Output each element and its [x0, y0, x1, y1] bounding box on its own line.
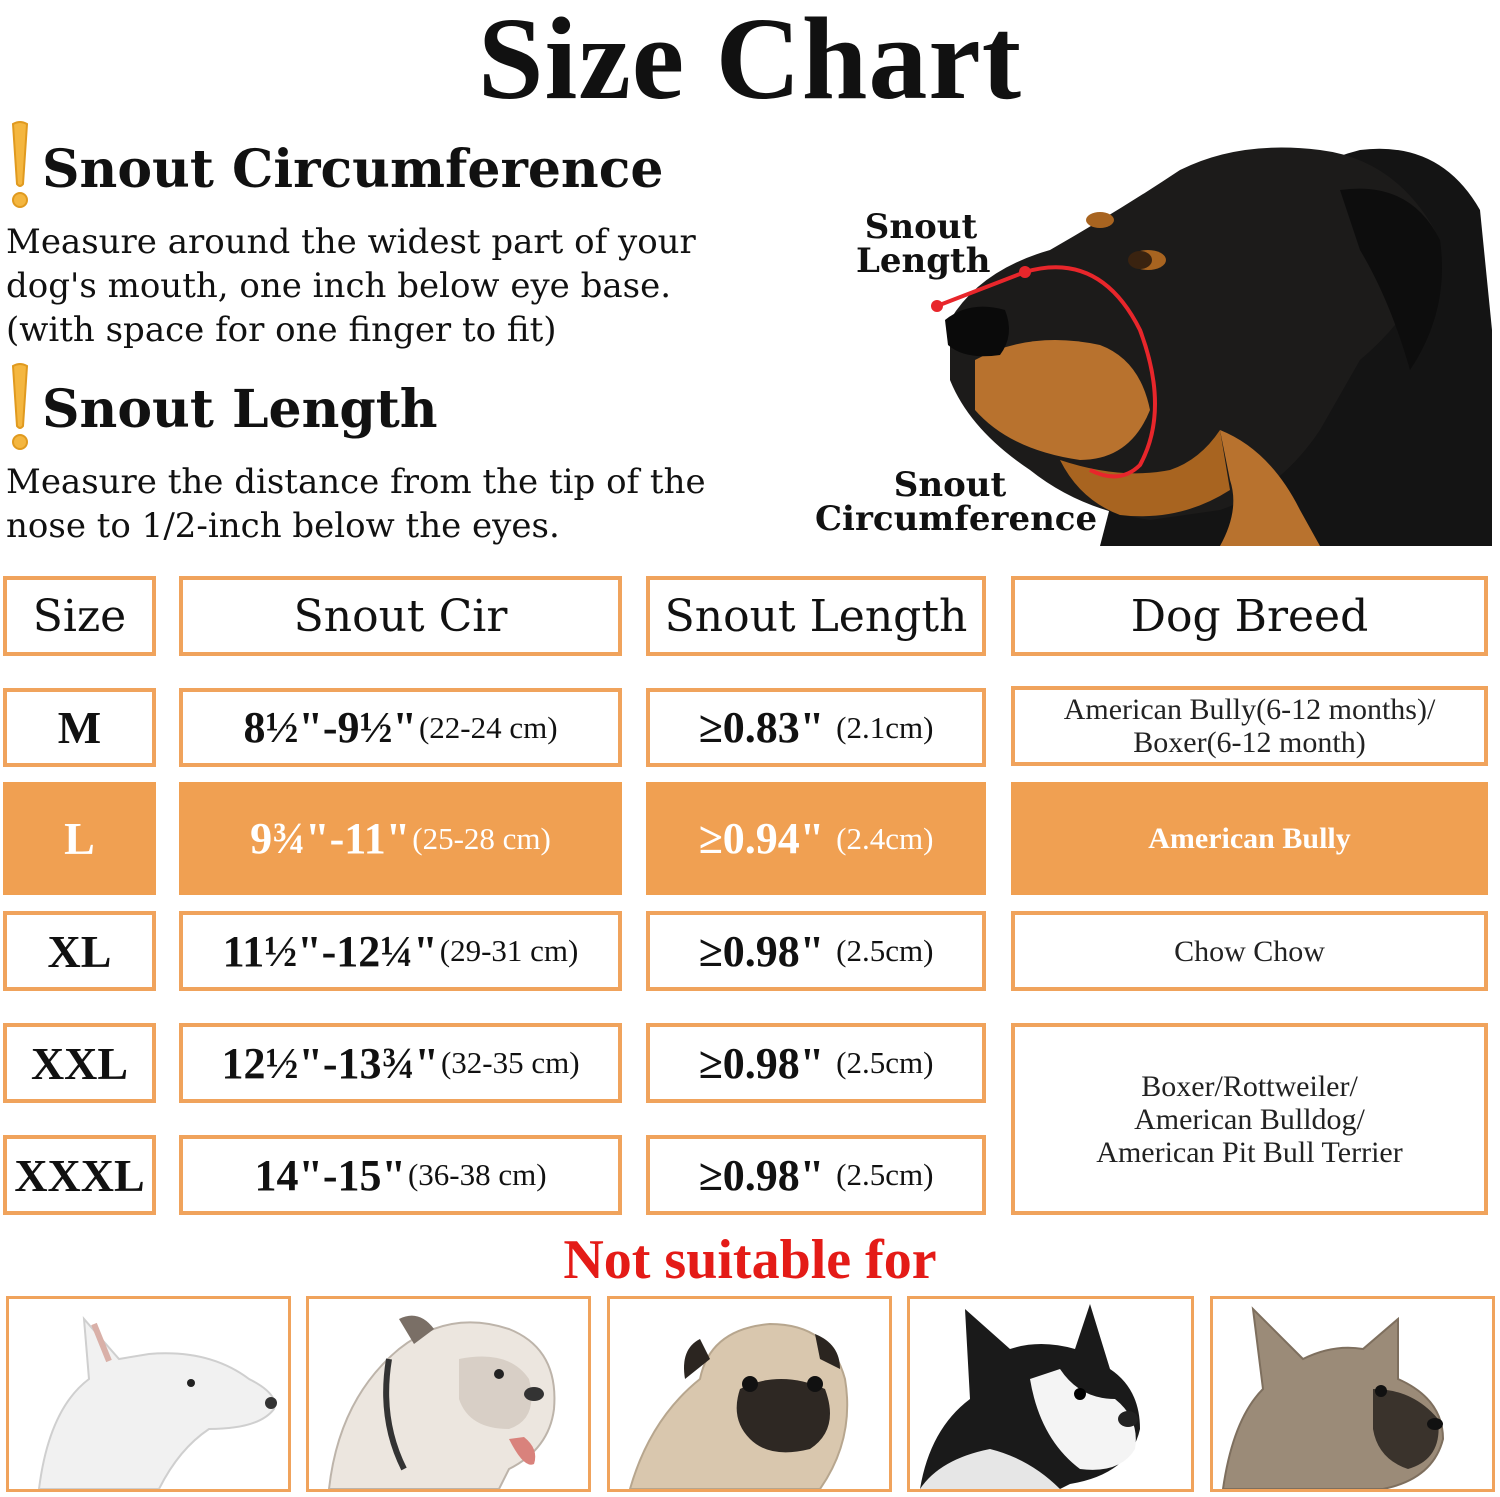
table-row-cir	[179, 782, 622, 895]
page-title: Size Chart	[477, 0, 1023, 124]
breed-line: American Bully(6-12 months)/	[1063, 693, 1436, 726]
french-bulldog-photo	[1210, 1296, 1495, 1492]
exclamation-icon	[6, 120, 34, 210]
breed-line: Chow Chow	[1174, 934, 1325, 968]
breed-cell	[1011, 1023, 1488, 1215]
cir-inches: 8½"-9½"	[243, 703, 417, 752]
table-row-cir	[179, 1135, 622, 1215]
cir-inches: 12½"-13¾"	[221, 1038, 439, 1088]
length-inches: ≥0.94"	[698, 814, 825, 863]
instruction-line: Measure the distance from the tip of the	[6, 462, 706, 502]
breed-cell	[1011, 782, 1488, 895]
header-dog-breed: Dog Breed	[1011, 576, 1488, 656]
breed-line: American Pit Bull Terrier	[1096, 1135, 1403, 1169]
table-row-length	[646, 911, 986, 991]
table-row-size	[3, 1135, 156, 1215]
header-snout-cir: Snout Cir	[179, 576, 622, 656]
breed-line: Boxer(6-12 month)	[1133, 726, 1366, 759]
header-snout-length: Snout Length	[646, 576, 986, 656]
boston-terrier-photo	[907, 1296, 1194, 1492]
length-cm: (2.4cm)	[836, 820, 934, 856]
length-inches: ≥0.98"	[698, 1038, 825, 1088]
size-value: XXXL	[14, 1149, 145, 1201]
instruction-line: Measure around the widest part of your	[6, 222, 696, 262]
length-inches: ≥0.98"	[698, 926, 825, 976]
size-value: L	[64, 813, 95, 864]
label-line: Length	[856, 241, 991, 281]
table-row-length	[646, 1135, 986, 1215]
size-value: M	[57, 702, 102, 753]
label-line: Circumference	[815, 499, 1098, 539]
table-row-size	[3, 688, 156, 767]
breed-cell	[1011, 911, 1488, 991]
length-cm: (2.5cm)	[836, 1045, 934, 1080]
length-cm: (2.5cm)	[836, 933, 934, 968]
bull-terrier-photo	[6, 1296, 291, 1492]
instruction-line: nose to 1/2-inch below the eyes.	[6, 506, 560, 546]
snout-length-label	[856, 207, 991, 281]
circumference-instructions	[6, 220, 696, 352]
cir-cm: (36-38 cm)	[407, 1157, 547, 1192]
table-row-cir	[179, 1023, 622, 1103]
cir-inches: 9¾"-11"	[250, 814, 411, 863]
pug-photo	[607, 1296, 892, 1492]
table-row-length	[646, 688, 986, 767]
table-row-cir	[179, 911, 622, 991]
instruction-line: dog's mouth, one inch below eye base.	[6, 266, 672, 306]
breed-cell	[1011, 686, 1488, 766]
label-line: Snout	[864, 207, 978, 247]
header-size: Size	[3, 576, 156, 656]
table-row-length	[646, 782, 986, 895]
size-value: XXL	[30, 1037, 129, 1089]
cir-cm: (25-28 cm)	[412, 820, 551, 856]
length-cm: (2.1cm)	[836, 709, 934, 745]
exclamation-icon	[6, 362, 34, 452]
breed-line: American Bulldog/	[1134, 1102, 1365, 1136]
label-line: Snout	[893, 465, 1007, 505]
not-suitable-heading: Not suitable for	[563, 1229, 937, 1291]
cir-inches: 14"-15"	[254, 1150, 406, 1200]
table-row-length	[646, 1023, 986, 1103]
snout-circumference-label	[815, 465, 1098, 539]
breed-line: Boxer/Rottweiler/	[1141, 1069, 1358, 1103]
cir-cm: (29-31 cm)	[439, 933, 579, 968]
section-heading-length: Snout Length	[42, 379, 438, 440]
length-cm: (2.5cm)	[836, 1157, 934, 1192]
cir-cm: (32-35 cm)	[440, 1045, 580, 1080]
instruction-line: (with space for one finger to fit)	[6, 310, 557, 350]
length-inches: ≥0.98"	[698, 1150, 825, 1200]
size-value: XL	[47, 925, 112, 977]
table-row-size	[3, 911, 156, 991]
table-row-size	[3, 1023, 156, 1103]
table-row-size	[3, 782, 156, 895]
section-heading-circumference: Snout Circumference	[42, 139, 664, 200]
breed-line: American Bully	[1148, 822, 1351, 855]
cir-cm: (22-24 cm)	[418, 709, 558, 745]
cir-inches: 11½"-12¼"	[222, 926, 438, 976]
length-inches: ≥0.83"	[698, 703, 825, 752]
length-instructions	[6, 460, 706, 548]
english-bulldog-photo	[306, 1296, 591, 1492]
table-row-cir	[179, 688, 622, 767]
